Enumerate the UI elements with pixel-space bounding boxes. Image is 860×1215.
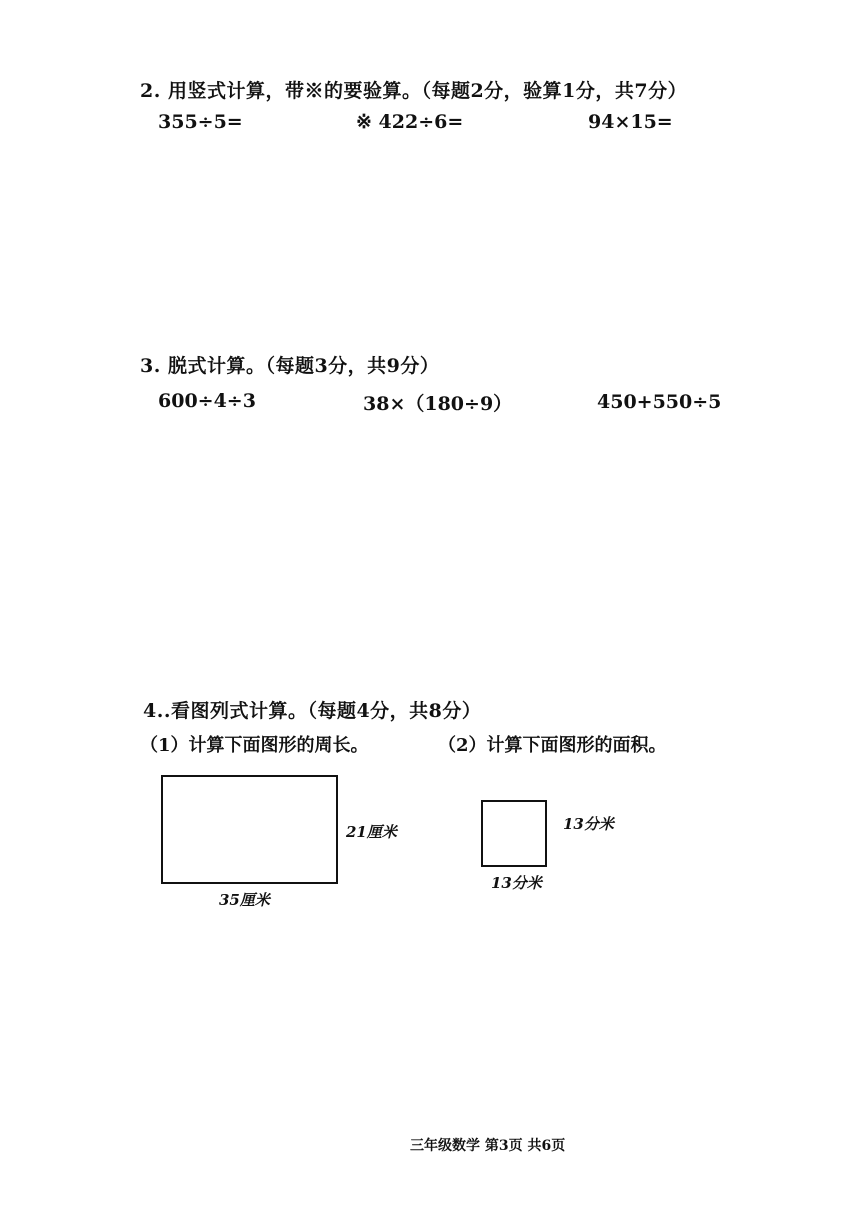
problem-2-2: ※ 422÷6= (356, 111, 464, 133)
problem-3-1: 600÷4÷3 (158, 390, 256, 412)
problem-2-1: 355÷5= (158, 111, 243, 133)
square-figure (481, 800, 547, 867)
rectangle-width-label: 35厘米 (219, 891, 270, 909)
problem-2-3: 94×15= (588, 111, 673, 133)
rectangle-figure (161, 775, 338, 884)
section-3-heading: 3. 脱式计算。（每题3分，共9分） (140, 355, 440, 377)
rectangle-height-label: 21厘米 (346, 823, 397, 841)
square-side-label-right: 13分米 (563, 815, 614, 833)
problem-3-2: 38×（180÷9） (363, 393, 513, 415)
section-4-heading: 4..看图列式计算。（每题4分，共8分） (143, 700, 482, 722)
section-2-heading: 2. 用竖式计算，带※的要验算。（每题2分，验算1分，共7分） (140, 80, 688, 102)
sub-question-2: （2）计算下面图形的面积。 (438, 735, 667, 756)
sub-question-1: （1）计算下面图形的周长。 (140, 735, 369, 756)
page-footer: 三年级数学 第3页 共6页 (410, 1138, 566, 1154)
problem-3-3: 450+550÷5 (597, 391, 722, 413)
square-side-label-bottom: 13分米 (491, 874, 542, 892)
